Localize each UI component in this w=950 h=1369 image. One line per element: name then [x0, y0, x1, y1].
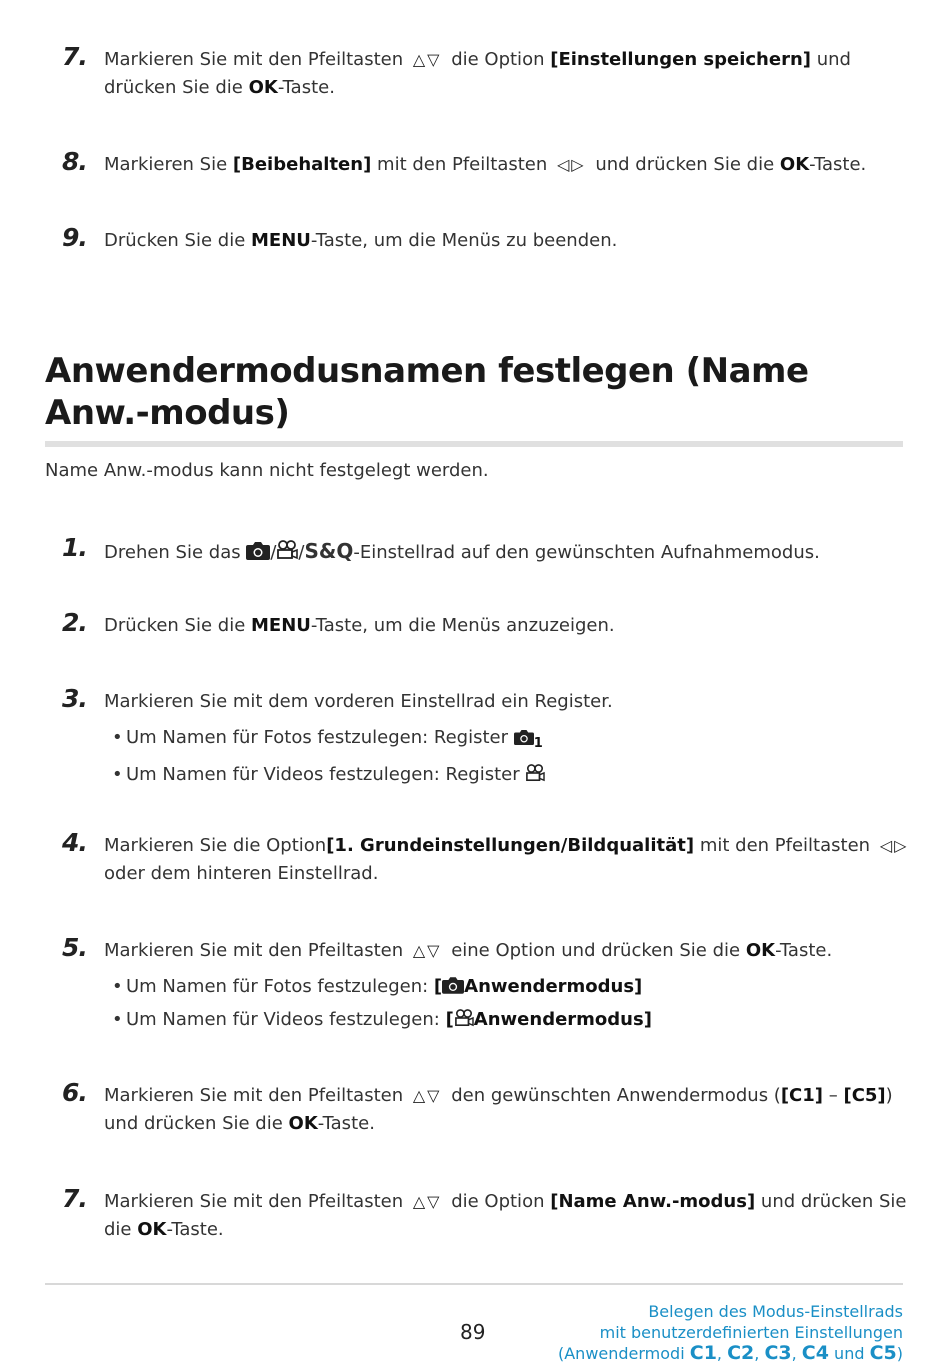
- up-down-arrows-icon: △▽: [412, 941, 442, 960]
- step-text: Drücken Sie die MENU-Taste, um die Menüs anzuzeigen.: [104, 615, 615, 636]
- bullet-videos: • Um Namen für Videos festzulegen: Register: [126, 759, 922, 792]
- step-number: 7.: [62, 42, 87, 71]
- step-number: 1.: [62, 533, 87, 562]
- step-6: [62, 1078, 922, 1138]
- up-down-arrows-icon: △▽: [412, 1192, 442, 1211]
- video-camera-icon: [525, 761, 545, 792]
- bullet-videos: • Um Namen für Videos festzulegen: [ Anwendermodus]: [126, 1004, 922, 1037]
- step-text: Markieren Sie die Option[1. Grundeinstellungen/Bildqualität] mit den Pfeiltasten ◁▷ oder dem hinteren Einstellrad.: [104, 835, 909, 884]
- top-step-9: [62, 223, 922, 255]
- top-step-7: [62, 42, 922, 102]
- step-number: 6.: [62, 1078, 87, 1107]
- camera-icon: [514, 724, 534, 755]
- up-down-arrows-icon: △▽: [412, 1086, 442, 1105]
- step-text: Markieren Sie mit den Pfeiltasten △▽ die Option [Name Anw.-modus] und drücken Sie die OK-Taste.: [104, 1191, 907, 1240]
- step-text: Markieren Sie mit den Pfeiltasten △▽ den gewünschten Anwendermodus ([C1] – [C5]) und drücken Sie die OK-Taste.: [104, 1085, 893, 1134]
- step-number: 8.: [62, 147, 87, 176]
- step-number: 9.: [62, 223, 87, 252]
- step-text: Markieren Sie [Beibehalten] mit den Pfeiltasten ◁▷ und drücken Sie die OK-Taste.: [104, 154, 867, 175]
- camera-icon: [246, 541, 270, 569]
- step-text: Markieren Sie mit den Pfeiltasten △▽ die Option [Einstellungen speichern] und drücken Sie die OK-Taste.: [104, 49, 851, 98]
- up-down-arrows-icon: △▽: [412, 50, 442, 69]
- title-underline: [45, 441, 903, 447]
- sq-mode-label: S&Q: [304, 539, 354, 563]
- footer-divider: [45, 1283, 903, 1285]
- left-right-arrows-icon: ◁▷: [557, 155, 586, 174]
- step-number: 2.: [62, 608, 87, 637]
- section-intro: Name Anw.-modus kann nicht festgelegt werden.: [45, 460, 489, 481]
- step-text: Markieren Sie mit dem vorderen Einstellrad ein Register.: [104, 691, 613, 712]
- step-number: 7.: [62, 1184, 87, 1213]
- step-number: 3.: [62, 684, 87, 713]
- step-7: [62, 1184, 922, 1244]
- step-text: Drehen Sie das / /S&Q-Einstellrad auf den gewünschten Aufnahmemodus.: [104, 537, 922, 569]
- step-2: [62, 608, 922, 640]
- step-1: [62, 533, 922, 569]
- footer-chapter-link[interactable]: Belegen des Modus-Einstellrads mit benutzerdefinierten Einstellungen (Anwendermodi C1, C2, C3, C4 und C5): [557, 1302, 903, 1364]
- bullet-photos: • Um Namen für Fotos festzulegen: [ Anwendermodus]: [126, 971, 922, 1004]
- bullet-photos: • Um Namen für Fotos festzulegen: Register $_1$: [126, 722, 922, 759]
- camera-icon: [442, 973, 464, 1004]
- top-step-8: [62, 147, 922, 179]
- left-right-arrows-icon: ◁▷: [879, 836, 909, 855]
- video-camera-icon: [276, 540, 298, 569]
- step-number: 5.: [62, 933, 87, 962]
- step-3: [62, 684, 922, 792]
- section-title: Anwendermodusnamen festlegen (Name Anw.-modus): [45, 351, 809, 433]
- step-number: 4.: [62, 828, 87, 857]
- step-text: Drücken Sie die MENU-Taste, um die Menüs zu beenden.: [104, 230, 618, 251]
- video-camera-icon: [454, 1006, 474, 1037]
- page-number: 89: [460, 1320, 486, 1344]
- step-4: [62, 828, 922, 888]
- step-text: Markieren Sie mit den Pfeiltasten △▽ eine Option und drücken Sie die OK-Taste.: [104, 940, 833, 961]
- step-5: [62, 933, 922, 1037]
